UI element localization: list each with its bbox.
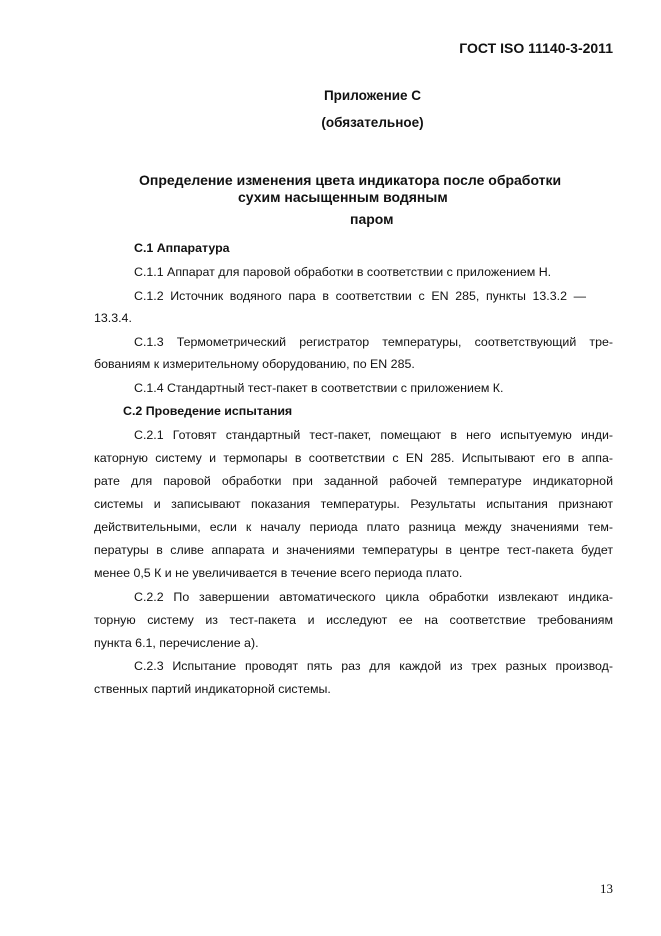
paragraph-c1-4: С.1.4 Стандартный тест-пакет в соответствии с приложением К. (134, 381, 504, 395)
paragraph-c2-2-line: С.2.2 По завершении автоматического цикла обработки извлекают индика- (134, 590, 613, 604)
page-number: 13 (600, 881, 613, 896)
section-title-line-3: паром (350, 211, 394, 227)
paragraph-c1-1: С.1.1 Аппарат для паровой обработки в соответствии с приложением Н. (134, 265, 552, 279)
paragraph-c2-1-line: менее 0,5 К и не увеличивается в течение всего периода плато. (94, 566, 463, 580)
paragraph-c1-3-line-2: бованиям к измерительному оборудованию, по EN 285. (94, 357, 415, 371)
paragraph-c1-2-line-2: 13.3.4. (94, 311, 132, 325)
paragraph-c2-1-line: С.2.1 Готовят стандартный тест-пакет, помещают в него испытуемую инди- (134, 428, 613, 442)
paragraph-c2-3-line: С.2.3 Испытание проводят пять раз для каждой из трех разных производ- (134, 659, 613, 673)
paragraph-c2-1-line: каторную систему и термопары в соответствии с EN 285. Испытывают его в аппа- (94, 451, 613, 465)
paragraph-c2-1-line: действительными, если к началу периода плато разница между значениями тем- (94, 520, 613, 534)
paragraph-c2-2-line: пункта 6.1, перечисление а). (94, 636, 259, 650)
paragraph-c2-1-line: пературы в сливе аппарата и значениями температуры в центре тест-пакета будет (94, 543, 613, 557)
paragraph-c2-1-line: системы и записывают показания температуры. Результаты испытания признают (94, 497, 613, 511)
section-c2-heading: С.2 Проведение испытания (123, 404, 293, 418)
paragraph-c2-3-line: ственных партий индикаторной системы. (94, 682, 331, 696)
appendix-status: (обязательное) (321, 115, 424, 130)
section-c1-heading: С.1 Аппаратура (134, 241, 230, 255)
paragraph-c1-2-line-1: С.1.2 Источник водяного пара в соответствии с EN 285, пункты 13.3.2 — (134, 289, 586, 303)
paragraph-c2-2-line: торную систему из тест-пакета и исследуют ее на соответствие требованиям (94, 613, 613, 627)
appendix-title: Приложение С (323, 88, 422, 103)
paragraph-c1-3-line-1: С.1.3 Термометрический регистратор температуры, соответствующий тре- (134, 335, 613, 349)
section-title-line-2: сухим насыщенным водяным (238, 189, 448, 205)
section-title-line-1: Определение изменения цвета индикатора после обработки (139, 172, 562, 188)
paragraph-c2-1-line: рате для паровой обработки при заданной рабочей температуре индикаторной (94, 474, 613, 488)
standard-code-header: ГОСТ ISO 11140-3-2011 (459, 40, 613, 56)
